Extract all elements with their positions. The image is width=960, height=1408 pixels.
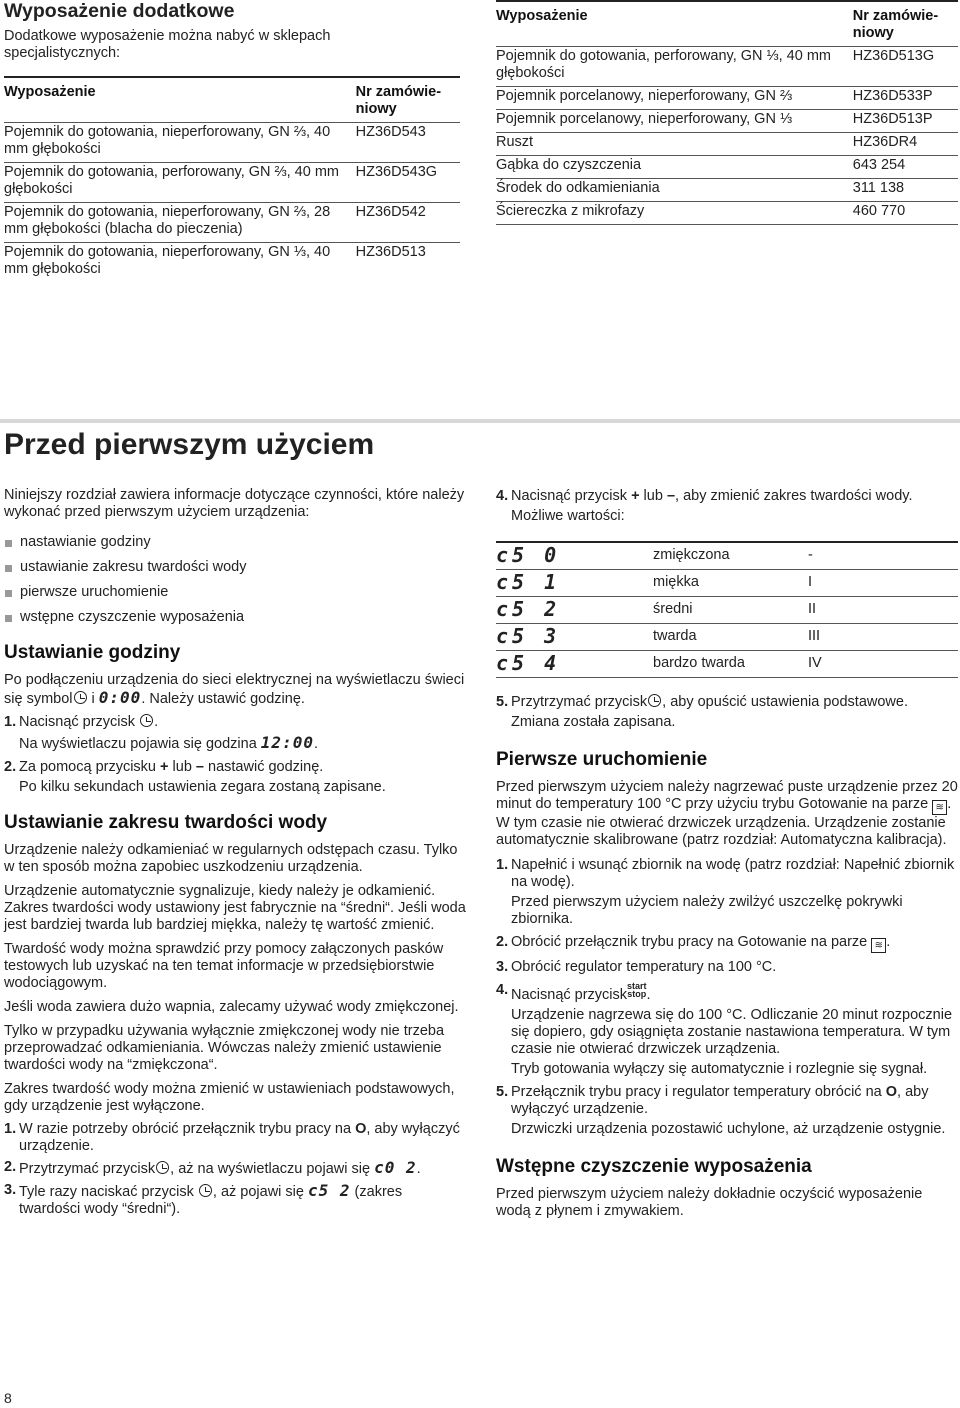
clock-icon bbox=[199, 1184, 212, 1197]
table-row bbox=[4, 243, 460, 283]
paragraph: Twardość wody można sprawdzić przy pomocy załączonych pasków testowych lub uzyskać na ten temat informacje w przedsiębiorstwie wodociągowym. bbox=[4, 941, 444, 991]
section-title: Wyposażenie dodatkowe bbox=[4, 0, 235, 22]
list-item: wstępne czyszczenie wyposażenia bbox=[4, 609, 466, 626]
table-row bbox=[496, 202, 958, 225]
item-name: Pojemnik porcelanowy, nieperforowany, GN ⅔ bbox=[496, 87, 853, 110]
display-readout: 12:00 bbox=[260, 733, 314, 752]
step-item: 2. Obrócić przełącznik trybu pracy na Gotowanie na parze ≋ . bbox=[496, 933, 891, 951]
left-column bbox=[4, 487, 466, 1221]
cleaning-section-title: Wstępne czyszczenie wyposażenia bbox=[496, 1155, 812, 1177]
column-header-number: Nr zamówieniowy bbox=[355, 84, 442, 117]
clock-intro: Po podłączeniu urządzenia do sieci elektrycznej na wyświetlaczu świeci się symbol i 0:00. Należy ustawić godzinę. bbox=[4, 672, 465, 707]
table-row bbox=[496, 133, 958, 156]
column-header-number: Nr zamówieniowy bbox=[852, 8, 939, 41]
order-number: 311 138 bbox=[853, 179, 958, 202]
display-code: c5 0 bbox=[496, 542, 653, 569]
step-item: 5. Przełącznik trybu pracy i regulator temperatury obrócić na O, aby wyłączyć urządzenie. Drzwiczki urządzenia pozostawić uchylone, aż urządzenie ostygnie. bbox=[496, 1083, 946, 1137]
off-position-icon: O bbox=[885, 1083, 898, 1100]
right-column bbox=[496, 488, 958, 1220]
paragraph: Tylko w przypadku używania wyłącznie zmiękczonej wody nie trzeba przeprowadzać odkamieniania. Wówczas należy zmienić ustawienie twardości wody na “zmiękczona“. bbox=[4, 1023, 445, 1073]
item-name: Pojemnik do gotowania, nieperforowany, GN ⅔, 40 mm głębokości bbox=[4, 123, 356, 163]
order-number: HZ36D543 bbox=[356, 123, 460, 163]
step-item: 1. W razie potrzeby obrócić przełącznik trybu pracy na O, aby wyłączyć urządzenie. bbox=[4, 1121, 460, 1154]
order-number: HZ36D513G bbox=[853, 47, 958, 87]
order-number: 643 254 bbox=[853, 156, 958, 179]
display-readout: c0 2 bbox=[374, 1158, 417, 1177]
hardness-level: IV bbox=[808, 650, 958, 677]
chapter-intro: Niniejszy rozdział zawiera informacje dotyczące czynności, które należy wykonać przed pierwszym użyciem urządzenia: bbox=[4, 487, 465, 520]
start-stop-icon: start stop bbox=[627, 980, 647, 999]
display-readout: c5 2 bbox=[308, 1181, 351, 1200]
intro-text: Dodatkowe wyposażenie można nabyć w sklepach specjalistycznych: bbox=[4, 28, 331, 61]
clock-icon bbox=[74, 691, 87, 704]
list-item: pierwsze uruchomienie bbox=[4, 584, 466, 601]
paragraph: Zakres twardość wody można zmienić w ustawieniach podstawowych, gdy urządzenie jest wyłączone. bbox=[4, 1081, 455, 1114]
first-run-steps bbox=[496, 857, 958, 1138]
step-item: 1. Nacisnąć przycisk . Na wyświetlaczu pojawia się godzina 12:00. bbox=[4, 714, 318, 752]
hardness-level: I bbox=[808, 569, 958, 596]
water-steps bbox=[4, 1121, 466, 1218]
display-readout: 0:00 bbox=[98, 688, 142, 707]
step-item: 1. Napełnić i wsunąć zbiornik na wodę (patrz rozdział: Napełnić zbiornik na wodę). Przed pierwszym użyciem należy zwilżyć uszczelkę pokrywki zbiornika. bbox=[496, 856, 955, 927]
chapter-title: Przed pierwszym użyciem bbox=[4, 428, 375, 461]
hardness-level: - bbox=[808, 542, 958, 569]
display-code: c5 1 bbox=[496, 569, 653, 596]
plus-icon: + bbox=[631, 488, 640, 504]
table-row bbox=[496, 87, 958, 110]
hardness-level: II bbox=[808, 596, 958, 623]
clock-section-title: Ustawianie godziny bbox=[4, 642, 181, 663]
item-name: Pojemnik do gotowania, perforowany, GN ⅔, 40 mm głębokości bbox=[4, 163, 356, 203]
step-item: 3. Tyle razy naciskać przycisk , aż pojawi się c5 2 (zakres twardości wody “średni“). bbox=[4, 1181, 403, 1217]
steam-mode-icon: ≋ bbox=[871, 938, 886, 953]
order-number: HZ36D513 bbox=[356, 243, 460, 283]
table-row bbox=[496, 542, 958, 569]
paragraph: Jeśli woda zawiera dużo wapnia, zalecamy używać wody zmiękczonej. bbox=[4, 999, 459, 1015]
order-number: 460 770 bbox=[853, 202, 958, 225]
off-position-icon: O bbox=[355, 1121, 367, 1137]
table-row bbox=[496, 596, 958, 623]
paragraph: Przed pierwszym użyciem należy nagrzewać puste urządzenie przez 20 minut do temperatury 100 °C przy użyciu trybu Gotowanie na parze ≋ . W tym czasie nie otwierać drzwiczek urządzenia. Urządzenie zostanie automatycznie skalibrowane (patrz rozdział: Automatyczna kalibracja). bbox=[496, 778, 958, 848]
hardness-name: twarda bbox=[653, 623, 808, 650]
table-row bbox=[496, 650, 958, 677]
clock-icon bbox=[648, 694, 661, 707]
minus-icon: – bbox=[195, 759, 204, 775]
table-row bbox=[496, 156, 958, 179]
table-row bbox=[4, 163, 460, 203]
order-number: HZ36D513P bbox=[853, 110, 958, 133]
paragraph: Przed pierwszym użyciem należy dokładnie oczyścić wyposażenie wodą z płynem i zmywakiem. bbox=[496, 1185, 923, 1219]
step-item: 3. Obrócić regulator temperatury na 100 °C. bbox=[496, 958, 777, 975]
display-code: c5 3 bbox=[496, 623, 653, 650]
hardness-name: miękka bbox=[653, 569, 808, 596]
item-name: Pojemnik porcelanowy, nieperforowany, GN ⅓ bbox=[496, 110, 853, 133]
step-item: 4. Nacisnąć przyciskstart stop. Urządzenie nagrzewa się do 100 °C. Odliczanie 20 minut rozpocznie się dopiero, gdy osiągnięta zostanie nastawiona temperatura. W tym czasie nie otwierać drzwiczek urządzenia. Tryb gotowania wyłączy się automatycznie i rozlegnie się sygnał. bbox=[496, 980, 953, 1077]
minus-icon: – bbox=[666, 488, 676, 504]
section-divider bbox=[0, 419, 960, 423]
hardness-name: zmiękczona bbox=[653, 542, 808, 569]
item-name: Pojemnik do gotowania, perforowany, GN ⅓, 40 mm głębokości bbox=[496, 47, 853, 87]
accessories-section bbox=[4, 0, 460, 282]
plus-icon: + bbox=[160, 759, 169, 775]
paragraph: Urządzenie należy odkamieniać w regularnych odstępach czasu. Tylko w ten sposób można zapobiec uszkodzeniu urządzenia. bbox=[4, 842, 458, 875]
order-number: HZ36D543G bbox=[356, 163, 460, 203]
item-name: Pojemnik do gotowania, nieperforowany, GN ⅓, 40 mm głębokości bbox=[4, 243, 356, 283]
hardness-name: bardzo twarda bbox=[653, 650, 808, 677]
item-name: Ściereczka z mikrofazy bbox=[496, 202, 853, 225]
table-row bbox=[496, 110, 958, 133]
water-steps-final bbox=[496, 694, 958, 731]
item-name: Gąbka do czyszczenia bbox=[496, 156, 853, 179]
step-item: 2. Za pomocą przycisku + lub – nastawić godzinę. Po kilku sekundach ustawienia zegara zostaną zapisane. bbox=[4, 759, 386, 795]
clock-icon bbox=[140, 714, 153, 727]
item-name: Pojemnik do gotowania, nieperforowany, GN ⅔, 28 mm głębokości (blacha do pieczenia) bbox=[4, 203, 356, 243]
item-name: Środek do odkamieniania bbox=[496, 179, 853, 202]
accessories-table-right bbox=[496, 0, 958, 225]
first-run-section-title: Pierwsze uruchomienie bbox=[496, 748, 708, 770]
hardness-table bbox=[496, 541, 958, 678]
display-code: c5 2 bbox=[496, 596, 653, 623]
water-steps-continued bbox=[496, 488, 958, 525]
order-number: HZ36DR4 bbox=[853, 133, 958, 156]
step-item: 5. Przytrzymać przycisk , aby opuścić ustawienia podstawowe. Zmiana została zapisana. bbox=[496, 693, 908, 730]
table-row bbox=[496, 569, 958, 596]
list-item: ustawianie zakresu twardości wody bbox=[4, 559, 466, 576]
table-row bbox=[496, 179, 958, 202]
accessories-table-left bbox=[4, 76, 460, 282]
order-number: HZ36D542 bbox=[356, 203, 460, 243]
paragraph: Urządzenie automatycznie sygnalizuje, kiedy należy je odkamienić. Zakres twardości wody ustawiony jest fabrycznie na “średni“. Jeśli woda jest bardziej twarda lub bardziej miękka, należy tę wartość zmienić. bbox=[4, 883, 466, 933]
hardness-name: średni bbox=[653, 596, 808, 623]
accessories-section-right bbox=[496, 0, 958, 225]
page-number: 8 bbox=[4, 1390, 12, 1406]
table-row bbox=[4, 203, 460, 243]
clock-steps bbox=[4, 714, 466, 796]
item-name: Ruszt bbox=[496, 133, 853, 156]
water-section-title: Ustawianie zakresu twardości wody bbox=[4, 812, 328, 833]
table-row bbox=[4, 123, 460, 163]
column-header-item: Wyposażenie bbox=[496, 8, 588, 24]
hardness-level: III bbox=[808, 623, 958, 650]
step-item: 2. Przytrzymać przycisk , aż na wyświetlaczu pojawi się c0 2. bbox=[4, 1158, 421, 1177]
steam-mode-icon: ≋ bbox=[932, 800, 947, 815]
step-item: 4. Nacisnąć przycisk + lub –, aby zmienić zakres twardości wody. Możliwe wartości: bbox=[496, 488, 913, 524]
table-row bbox=[496, 623, 958, 650]
task-list bbox=[4, 534, 466, 626]
list-item: nastawianie godziny bbox=[4, 534, 466, 551]
order-number: HZ36D533P bbox=[853, 87, 958, 110]
table-row bbox=[496, 47, 958, 87]
column-header-item: Wyposażenie bbox=[4, 84, 96, 100]
display-code: c5 4 bbox=[496, 650, 653, 677]
clock-icon bbox=[156, 1161, 169, 1174]
